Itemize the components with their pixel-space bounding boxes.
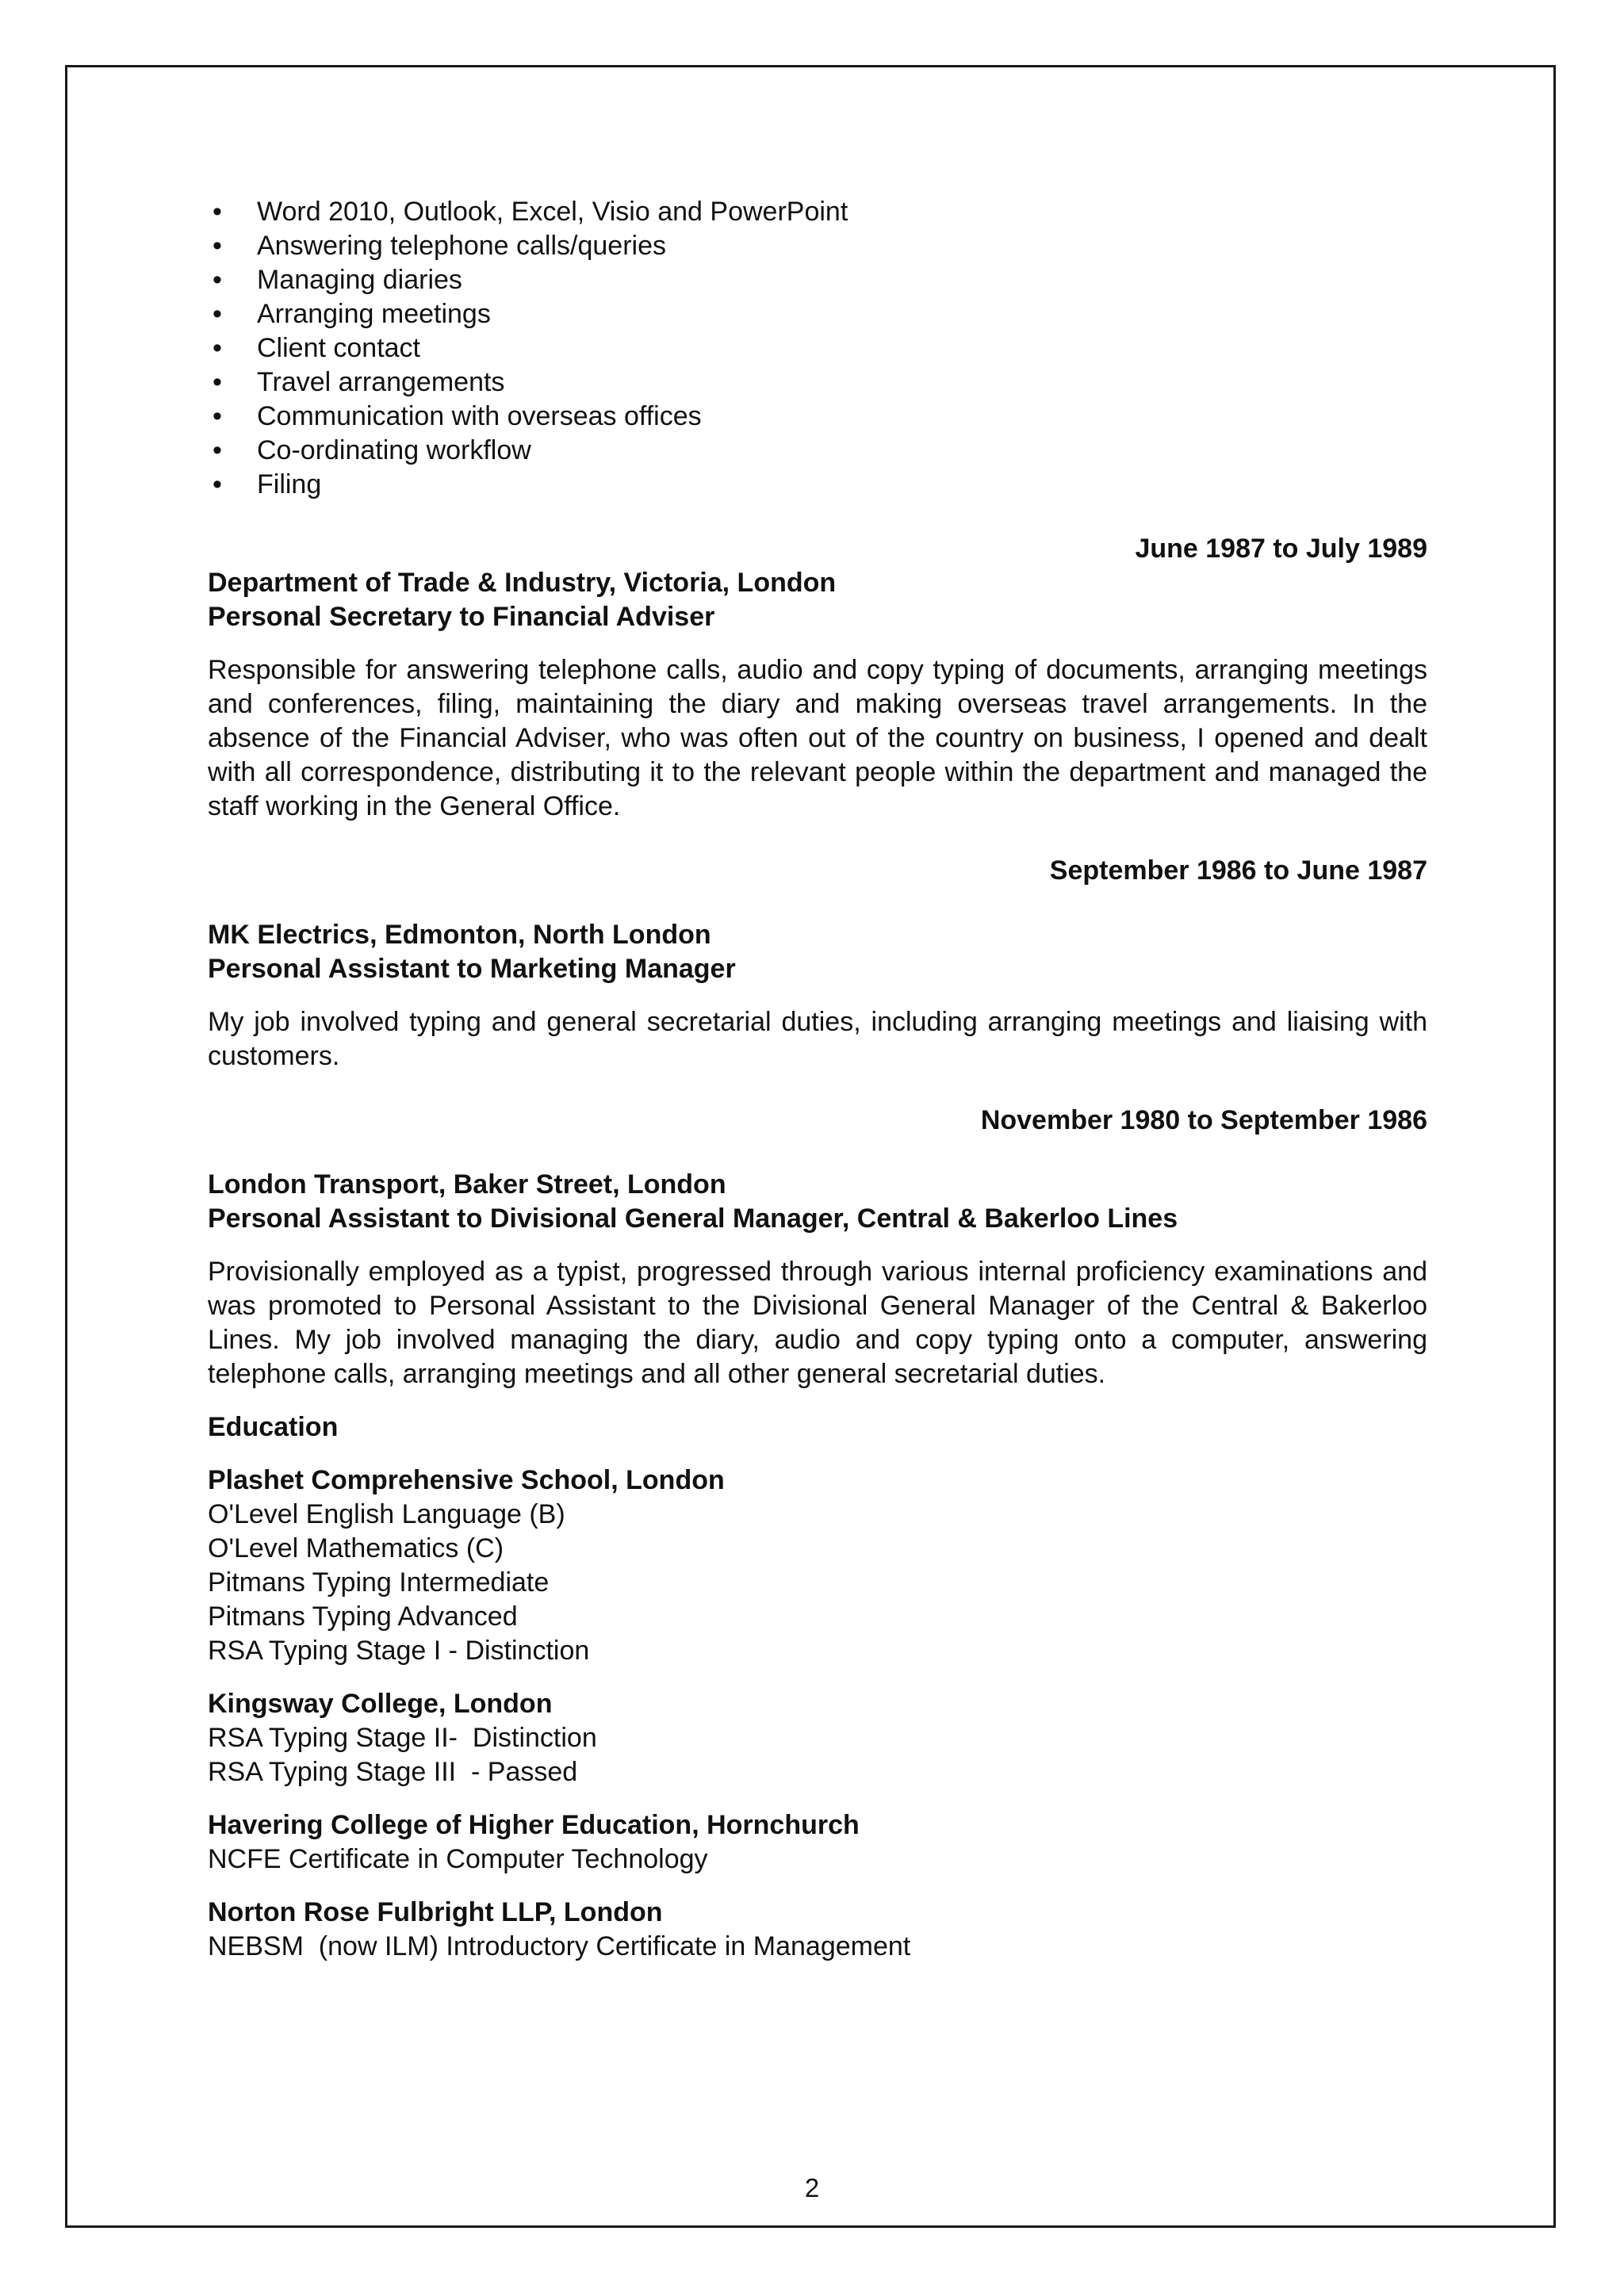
document-body <box>208 195 1427 1964</box>
job-description: My job involved typing and general secretarial duties, including arranging meetings and liaising with customers. <box>208 1007 1427 1071</box>
qualification-item: RSA Typing Stage III - Passed <box>208 1757 578 1787</box>
list-item: • Word 2010, Outlook, Excel, Visio and PowerPoint <box>208 195 1427 229</box>
education-heading: Education <box>208 1412 339 1442</box>
bullet-icon: • <box>213 299 222 329</box>
page-number: 2 <box>804 2173 820 2202</box>
bullet-icon: • <box>213 231 222 261</box>
education-institution <box>208 1896 1427 1964</box>
qualification-item: NCFE Certificate in Computer Technology <box>208 1844 708 1874</box>
qualification-item: O'Level Mathematics (C) <box>208 1533 504 1563</box>
education-institution <box>208 1687 1427 1789</box>
education-institution <box>208 1464 1427 1668</box>
bullet-icon: • <box>213 401 222 431</box>
institution-name: Plashet Comprehensive School, London <box>208 1465 725 1495</box>
institution-name: Kingsway College, London <box>208 1689 553 1719</box>
list-item: • Arranging meetings <box>208 297 1427 331</box>
bullet-icon: • <box>213 197 222 227</box>
job-position: Personal Secretary to Financial Adviser <box>208 602 715 632</box>
list-item: • Communication with overseas offices <box>208 400 1427 434</box>
skills-list <box>208 195 1427 502</box>
qualification-item: RSA Typing Stage II- Distinction <box>208 1723 597 1753</box>
job-description: Responsible for answering telephone calls, audio and copy typing of documents, arranging meetings and conferences, filing, maintaining the diary and making overseas travel arrangements. In the absence of the Financial Adviser, who was often out of the country on business, I opened and dealt with all correspondence, distributing it to the relevant people within the department and managed the staff working in the General Office. <box>208 655 1427 821</box>
bullet-icon: • <box>213 435 222 465</box>
list-item: • Co-ordinating workflow <box>208 434 1427 468</box>
job-dates: June 1987 to July 1989 <box>1135 534 1427 564</box>
qualification-item: Pitmans Typing Intermediate <box>208 1567 550 1598</box>
job-entry-london-transport <box>208 1104 1427 1391</box>
qualification-item: O'Level English Language (B) <box>208 1499 565 1529</box>
list-item: • Managing diaries <box>208 263 1427 297</box>
job-entry-mk-electrics <box>208 854 1427 1073</box>
job-position: Personal Assistant to Marketing Manager <box>208 954 736 984</box>
qualification-item: RSA Typing Stage I - Distinction <box>208 1636 590 1666</box>
list-item: • Travel arrangements <box>208 365 1427 400</box>
list-item: • Client contact <box>208 331 1427 365</box>
job-description: Provisionally employed as a typist, progressed through various internal proficiency examinations and was promoted to Personal Assistant to the Divisional General Manager of the Central & Bakerloo Lines. My job involved managing the diary, audio and copy typing onto a computer, answering telephone calls, arranging meetings and all other general secretarial duties. <box>208 1257 1427 1389</box>
education-section <box>208 1410 1427 1964</box>
job-employer: Department of Trade & Industry, Victoria, London <box>208 568 837 598</box>
bullet-icon: • <box>213 333 222 363</box>
bullet-icon: • <box>213 265 222 295</box>
bullet-icon: • <box>213 367 222 397</box>
bullet-icon: • <box>213 469 222 499</box>
job-dates: September 1986 to June 1987 <box>1049 855 1427 886</box>
job-employer: MK Electrics, Edmonton, North London <box>208 920 711 950</box>
education-institution <box>208 1808 1427 1877</box>
job-dates: November 1980 to September 1986 <box>980 1105 1427 1135</box>
list-item: • Answering telephone calls/queries <box>208 229 1427 263</box>
qualification-item: Pitmans Typing Advanced <box>208 1601 518 1632</box>
qualification-item: NEBSM (now ILM) Introductory Certificate in Management <box>208 1931 911 1961</box>
job-employer: London Transport, Baker Street, London <box>208 1169 726 1200</box>
job-entry-dti <box>208 532 1427 824</box>
institution-name: Havering College of Higher Education, Hornchurch <box>208 1810 860 1840</box>
institution-name: Norton Rose Fulbright LLP, London <box>208 1897 663 1927</box>
list-item: • Filing <box>208 468 1427 502</box>
job-position: Personal Assistant to Divisional General Manager, Central & Bakerloo Lines <box>208 1203 1178 1234</box>
